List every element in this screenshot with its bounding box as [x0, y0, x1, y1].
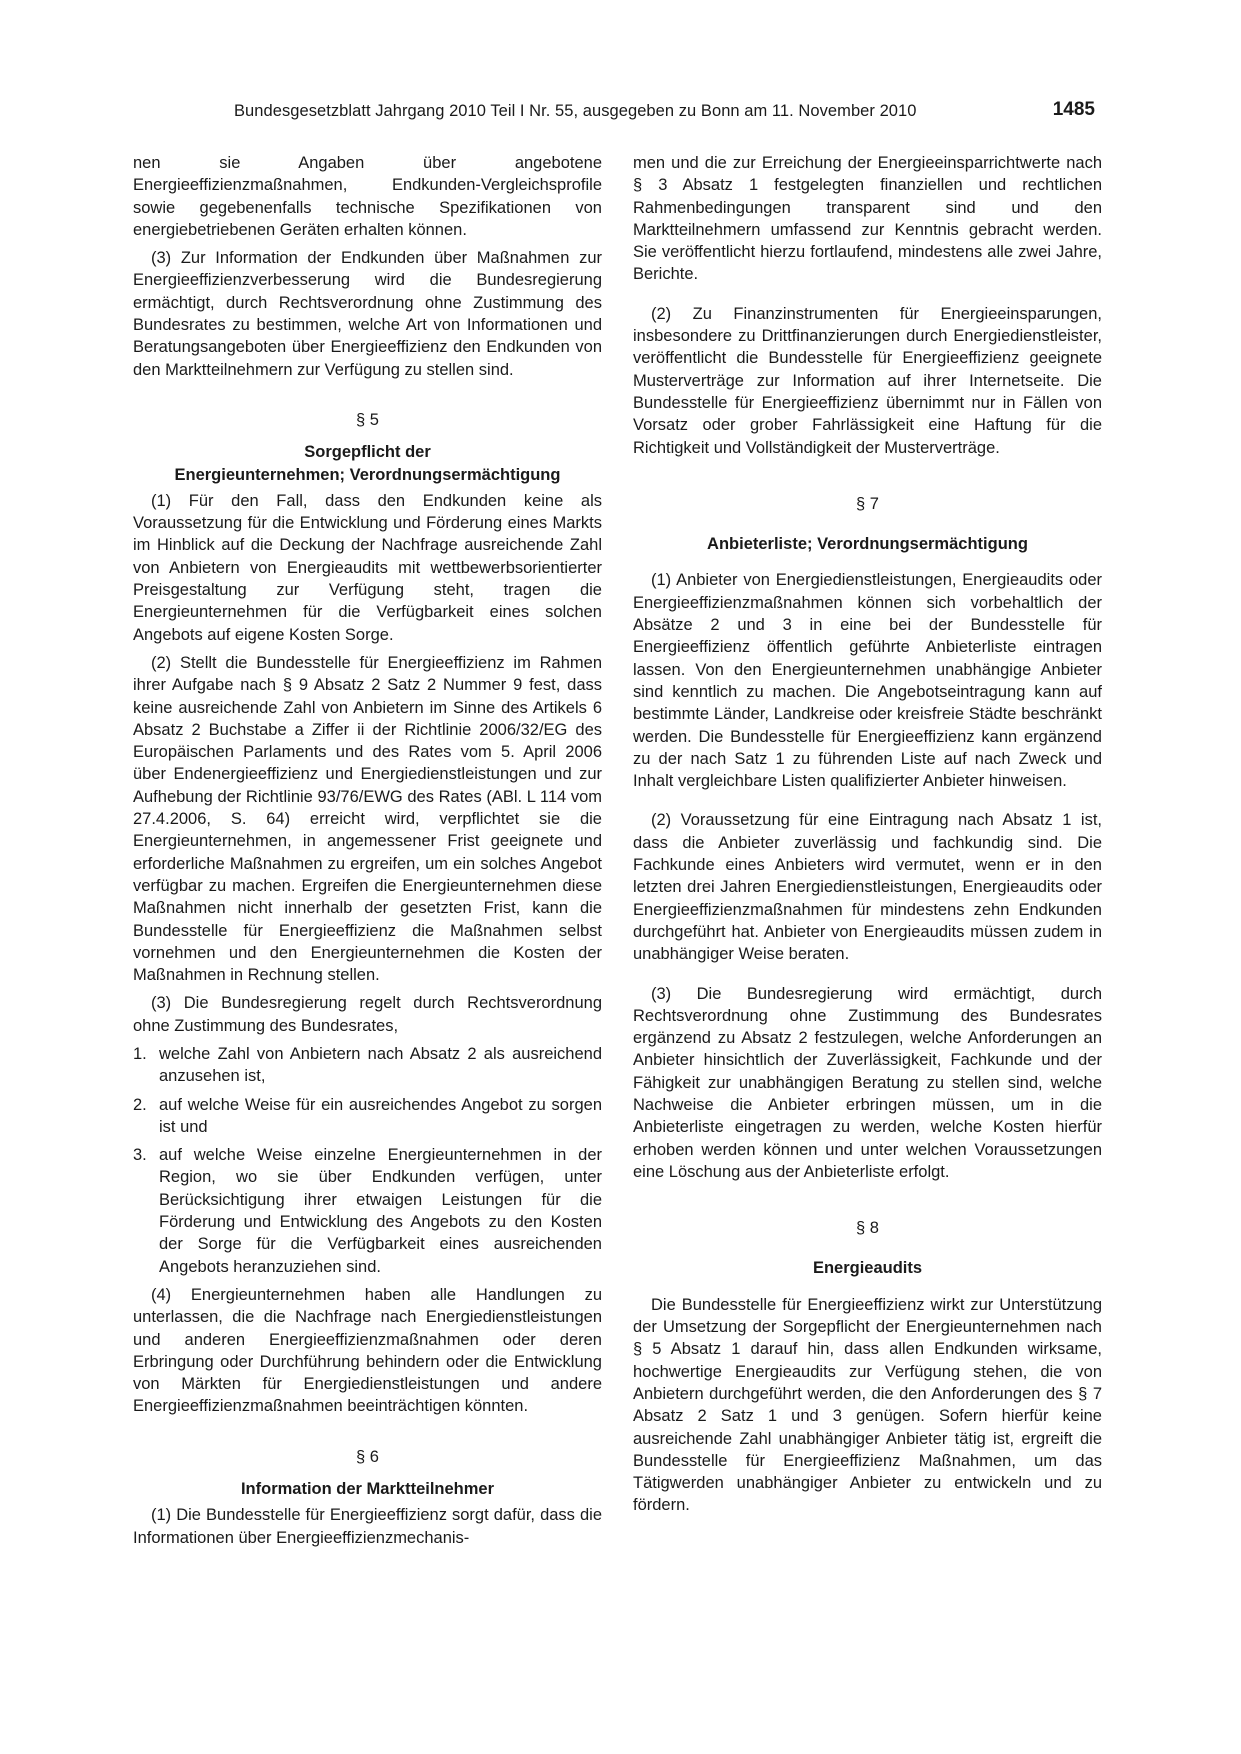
section-6-number: § 6	[356, 1447, 379, 1466]
list-item	[133, 1094, 602, 1139]
left-column	[133, 152, 602, 1549]
section-5-paragraph-3: (3) Die Bundesregierung regelt durch Rechtsverordnung ohne Zustimmung des Bundesrates,	[133, 994, 602, 1035]
list-item-text: auf welche Weise einzelne Energieunternehmen in der Region, wo sie über Endkunden verfügen, unter Berücksichtigung ihrer etwaigen Leistungen für die Förderung und Entwicklung des Angebots zu den Kosten der Sorge für die Verfügbarkeit eines ausreichenden Angebots heranzuziehen sind.	[159, 1146, 602, 1276]
paragraph-continued: men und die zur Erreichung der Energieeinsparrichtwerte nach § 3 Absatz 1 festgelegten finanziellen und rechtlichen Rahmenbedingungen transparent sind und den Marktteilnehmern umfassend zur Kenntnis gebracht werden. Sie veröffentlicht hierzu fortlaufend, mindestens alle zwei Jahre, Berichte.	[633, 154, 1102, 284]
list-item	[133, 1043, 602, 1088]
section-7-paragraph-2: (2) Voraussetzung für eine Eintragung nach Absatz 1 ist, dass die Anbieter zuverlässig und fachkundig sind. Die Fachkunde eines Anbieters wird vermutet, wenn er in den letzten drei Jahren Energiedienstleistungen, Energieaudits oder Energieeffizienzmaßnahmen für mindestens zehn Endkunden durchgeführt hat. Anbieter von Energieaudits müssen zudem in unabhängiger Weise beraten.	[633, 811, 1102, 964]
section-8-title: Energieaudits	[812, 1259, 923, 1278]
section-8-paragraph-1: Die Bundesstelle für Energieeffizienz wirkt zur Unterstützung der Umsetzung der Sorgepflicht der Energieunternehmen nach § 5 Absatz 1 darauf hin, dass allen Endkunden wirksame, hochwertige Energieaudits zur Verfügung stehen, die von Anbietern durchgeführt werden, die den Anforderungen des § 7 Absatz 2 Satz 1 und 3 genügen. Sofern hierfür keine ausreichende Zahl unabhängiger Anbieter tätig ist, ergreift die Bundesstelle für Energieeffizienz Maßnahmen, um das Tätigwerden unabhängiger Anbieter zu entwickeln und zu fördern.	[633, 1295, 1102, 1515]
section-5-paragraph-4: (4) Energieunternehmen haben alle Handlungen zu unterlassen, die die Nachfrage nach Energiedienstleistungen und anderen Energieeffizienzmaßnahmen oder deren Erbringung oder Durchführung behindern oder die Entwicklung von Märkten für Energiedienstleistungen und andere Energieeffizienzmaßnahmen beeinträchtigen könnten.	[133, 1285, 602, 1416]
list-item-number: 2.	[133, 1095, 147, 1114]
section-5-number: § 5	[356, 410, 379, 429]
list-item-number: 1.	[133, 1044, 147, 1063]
right-column	[633, 152, 1102, 1517]
section-5-title-line1: Sorgepflicht der	[304, 443, 431, 462]
section-7-paragraph-3: (3) Die Bundesregierung wird ermächtigt, durch Rechtsverordnung ohne Zustimmung des Bundesrates ergänzend zu Absatz 2 festzulegen, welche Anforderungen an Anbieter hinsichtlich der Zuverlässigkeit, Fachkunde und der Fähigkeit zur unabhängigen Beratung zu stellen sind, welche Nachweise die Anbieter erbringen müssen, um in die Anbieterliste eingetragen zu werden, welche Kosten hierfür erhoben werden können und unter welchen Voraussetzungen eine Löschung aus der Anbieterliste erfolgt.	[633, 984, 1102, 1181]
section-6-paragraph-2: (2) Zu Finanzinstrumenten für Energieeinsparungen, insbesondere zu Drittfinanzierungen durch Energiedienstleister, veröffentlicht die Bundesstelle für Energieeffizienz geeignete Musterverträge zur Information auf ihrer Internetseite. Die Bundesstelle für Energieeffizienz übernimmt nur in Fällen von Vorsatz oder grober Fahrlässigkeit eine Haftung für die Richtigkeit und Vollständigkeit der Musterverträge.	[633, 304, 1102, 457]
list-item-text: auf welche Weise für ein ausreichendes Angebot zu sorgen ist und	[159, 1095, 602, 1136]
section-5-paragraph-1: (1) Für den Fall, dass den Endkunden keine als Voraussetzung für die Entwicklung und Förderung eines Markts im Hinblick auf die Deckung der Nachfrage ausreichende Zahl von Anbietern von Energieaudits mit wettbewerbsorientierter Preisgestaltung zur Verfügung steht, tragen die Energieunternehmen für die Verfügbarkeit eines solchen Angebots auf eigene Kosten Sorge.	[133, 491, 602, 644]
section-5-paragraph-2: (2) Stellt die Bundesstelle für Energieeffizienz im Rahmen ihrer Aufgabe nach § 9 Absatz 2 Satz 2 Nummer 9 fest, dass keine ausreichende Zahl von Anbietern im Sinne des Artikels 6 Absatz 2 Buchstabe a Ziffer ii der Richtlinie 2006/32/EG des Europäischen Parlaments und des Rates vom 5. April 2006 über Endenergieeffizienz und Energiedienstleistungen und zur Aufhebung der Richtlinie 93/76/EWG des Rates (ABl. L 114 vom 27.4.2006, S. 64) erreicht wird, verpflichtet sie die Energieunternehmen, in angemessener Frist geeignete und erforderliche Maßnahmen zu ergreifen, um ein solches Angebot verfügbar zu machen. Ergreifen die Energieunternehmen diese Maßnahmen nicht innerhalb der gesetzten Frist, kann die Bundesstelle für Energieeffizienz die Maßnahmen selbst vornehmen und den Energieunternehmen die Kosten der Maßnahmen in Rechnung stellen.	[133, 653, 602, 985]
section-6-paragraph-1: (1) Die Bundesstelle für Energieeffizienz sorgt dafür, dass die Informationen über Energieeffizienzmechanis-	[133, 1506, 602, 1547]
running-header: Bundesgesetzblatt Jahrgang 2010 Teil I Nr. 55, ausgegeben zu Bonn am 11. November 2010	[234, 102, 917, 120]
section-6-title: Information der Marktteilnehmer	[240, 1480, 495, 1499]
section-8-number: § 8	[856, 1219, 879, 1238]
list-item	[133, 1144, 602, 1278]
list-item-number: 3.	[133, 1146, 147, 1165]
page-number: 1485	[1052, 99, 1095, 120]
paragraph-continued: nen sie Angaben über angebotene Energieeffizienzmaßnahmen, Endkunden-Vergleichsprofile sowie gegebenenfalls technische Spezifikationen von energiebetriebenen Geräten erhalten können.	[133, 154, 602, 239]
section-7-title: Anbieterliste; Verordnungsermächtigung	[707, 535, 1028, 554]
paragraph-4-3: (3) Zur Information der Endkunden über Maßnahmen zur Energieeffizienzverbesserung wird die Bundesregierung ermächtigt, durch Rechtsverordnung ohne Zustimmung des Bundesrates zu bestimmen, welche Art von Informationen und Beratungsangeboten über Energieeffizienz den Endkunden von den Marktteilnehmern zur Verfügung zu stellen sind.	[133, 249, 602, 379]
section-7-number: § 7	[856, 494, 879, 513]
section-5-list	[133, 1043, 602, 1278]
section-5-title-line2: Energieunternehmen; Verordnungsermächtigung	[174, 465, 561, 484]
page-header	[133, 100, 1095, 126]
list-item-text: welche Zahl von Anbietern nach Absatz 2 als ausreichend anzusehen ist,	[159, 1044, 602, 1086]
section-7-paragraph-1: (1) Anbieter von Energiedienstleistungen, Energieaudits oder Energieeffizienzmaßnahmen können sich vorbehaltlich der Absätze 2 und 3 in eine bei der Bundesstelle für Energieeffizienz öffentlich geführte Anbieterliste eintragen lassen. Von den Energieunternehmen unabhängige Anbieter sind kenntlich zu machen. Die Angebotseintragung kann auf bestimmte Länder, Landkreise oder kreisfreie Städte beschränkt werden. Die Bundesstelle für Energieeffizienz kann ergänzend zu der nach Satz 1 zu führenden Liste auf nach Zweck und Inhalt vergleichbare Listen qualifizierter Anbieter hinweisen.	[633, 571, 1102, 791]
